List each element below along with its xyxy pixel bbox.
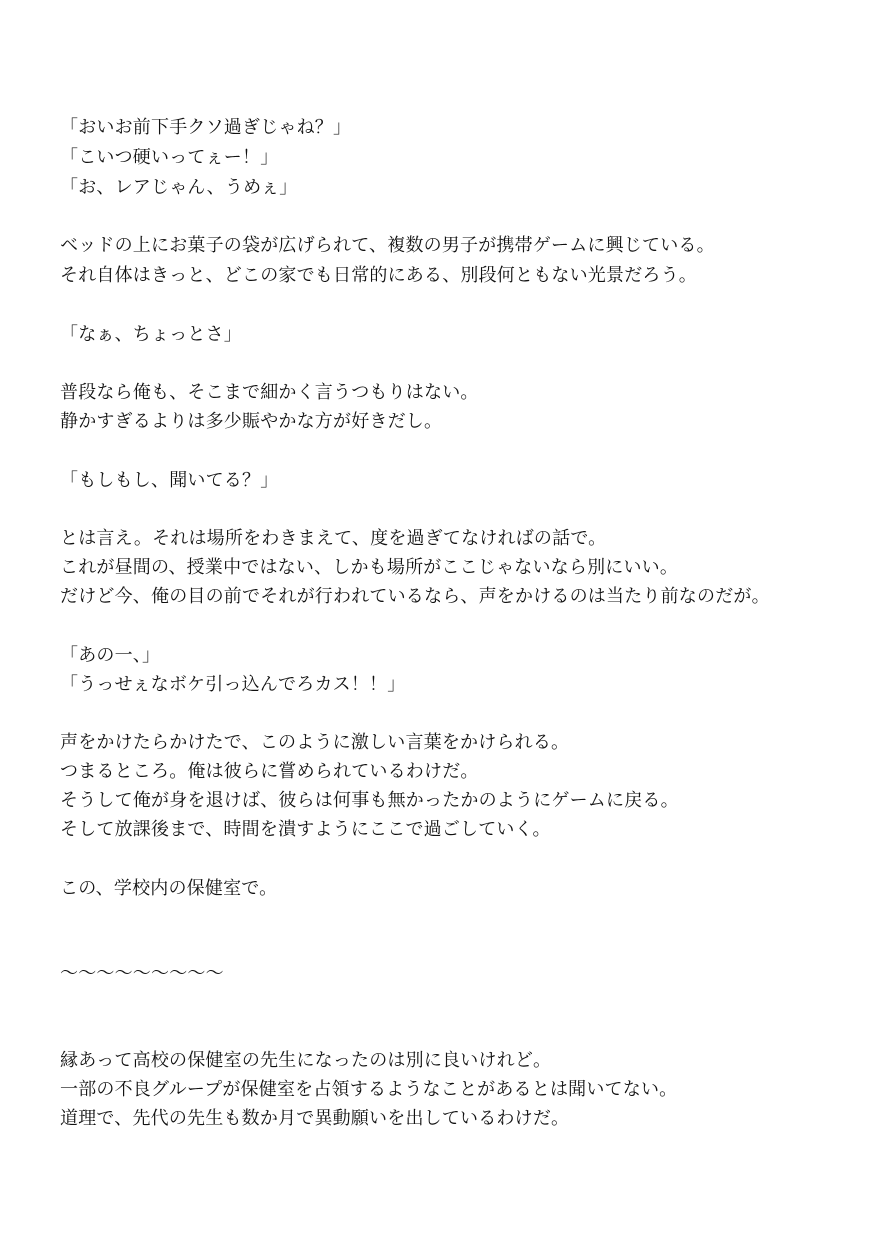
text-line: 「なぁ、ちょっとさ」 (60, 324, 242, 345)
text-line: この、学校内の保健室で。 (60, 878, 278, 899)
text-line: 「こいつ硬いってぇー！」 (60, 147, 279, 168)
text-line: ベッドの上にお菓子の袋が広げられて、複数の男子が携帯ゲームに興じている。 (60, 235, 715, 256)
text-line: つまるところ。俺は彼らに嘗められているわけだ。 (60, 761, 479, 782)
text-line: 普段なら俺も、そこまで細かく言うつもりはない。 (60, 382, 479, 403)
text-line: 「もしもし、聞いてる？」 (60, 470, 279, 491)
scene-separator: 〜〜〜〜〜〜〜〜〜 (60, 963, 224, 984)
text-line: 道理で、先代の先生も数か月で異動願いを出しているわけだ。 (60, 1108, 570, 1129)
text-line: 「うっせぇなボケ引っ込んでろカス！！」 (60, 674, 406, 695)
text-line: 「あの一、」 (60, 645, 161, 666)
text-line: 縁あって高校の保健室の先生になったのは別に良いけれど。 (60, 1050, 552, 1071)
text-line: だけど今、俺の目の前でそれが行われているなら、声をかけるのは当たり前なのだが。 (60, 586, 770, 607)
text-line: 「おいお前下手クソ過ぎじゃね？」 (60, 117, 352, 138)
text-line: 一部の不良グループが保健室を占領するようなことがあるとは聞いてない。 (60, 1079, 678, 1100)
text-line: そうして俺が身を退けば、彼らは何事も無かったかのようにゲームに戻る。 (60, 790, 679, 811)
text-line: 声をかけたらかけたで、このように激しい言葉をかけられる。 (60, 732, 570, 753)
text-line: これが昼間の、授業中ではない、しかも場所がここじゃないなら別にいい。 (60, 557, 679, 578)
text-line: 「お、レアじゃん、うめぇ」 (60, 177, 298, 198)
text-line: とは言え。それは場所をわきまえて、度を過ぎてなければの話で。 (60, 528, 607, 549)
text-line: それ自体はきっと、どこの家でも日常的にある、別段何ともない光景だろう。 (60, 265, 697, 286)
text-line: そして放課後まで、時間を潰すようにここで過ごしていく。 (60, 819, 551, 840)
text-line: 静かすぎるよりは多少賑やかな方が好きだし。 (60, 411, 443, 432)
